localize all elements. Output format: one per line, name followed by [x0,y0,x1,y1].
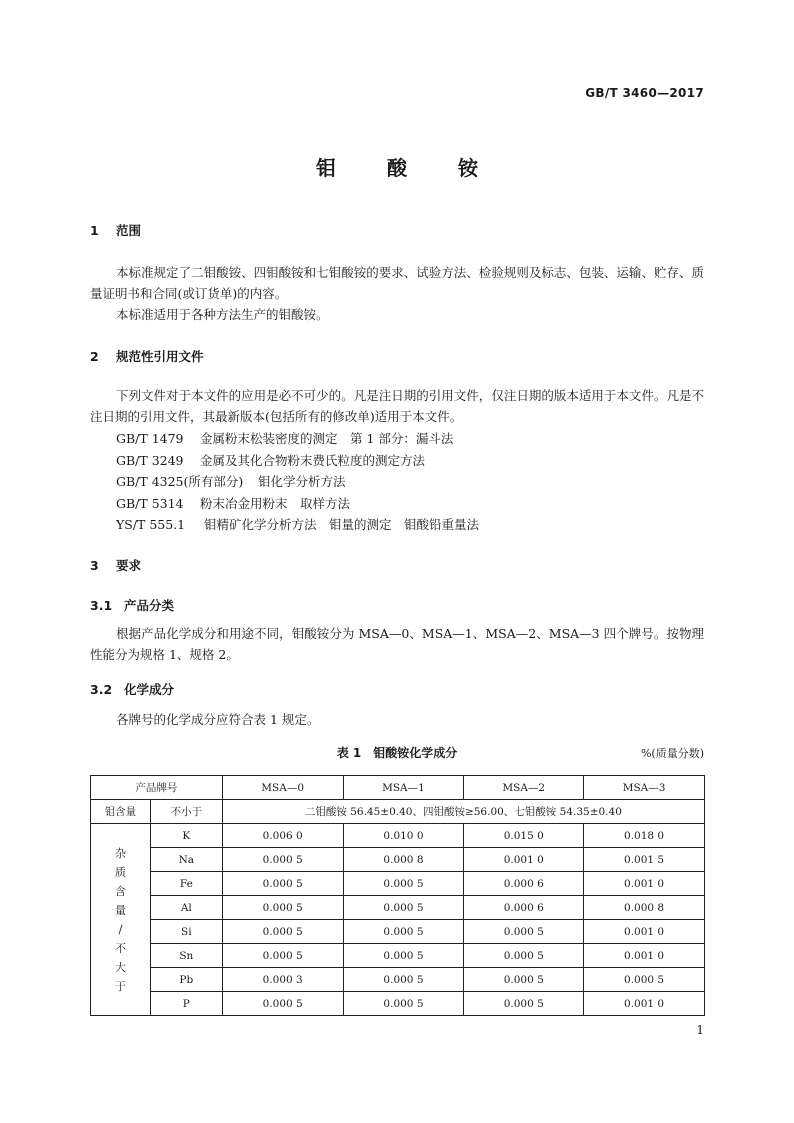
table-cell: 0.000 5 [464,920,584,944]
header-cell: 产品牌号 [91,776,223,800]
paragraph: 本标准适用于各种方法生产的钼酸铵。 [116,307,329,322]
section-2-heading [90,347,204,365]
reference-title: 钼精矿化学分析方法 钼量的测定 钼酸铅重量法 [204,517,480,532]
document-title [0,152,794,181]
title-char: 铵 [457,156,478,180]
chemical-composition-table [90,775,705,1016]
table-caption: 表 1 钼酸铵化学成分 [336,746,458,760]
table-row [91,872,705,896]
table-cell: 0.000 5 [343,968,464,992]
reference-item [116,428,479,450]
table-unit: %(质量分数) [640,747,704,760]
standard-number: GB/T 3460—2017 [585,86,704,100]
table-header-row [91,776,705,800]
section-number: 3.1 [90,598,113,613]
section-1-heading [90,221,141,239]
table-cell: 0.000 3 [222,968,343,992]
table-cell: 0.000 6 [464,896,584,920]
table-cell: 不小于 [150,800,222,824]
table-row [91,944,705,968]
table-cell: 0.000 8 [584,896,705,920]
table-cell: 0.000 6 [464,872,584,896]
table-row [91,920,705,944]
section-3-2-heading [90,680,174,698]
vertical-char: 不 [114,941,126,955]
title-char: 钼 [316,156,337,180]
impurity-label-cell [91,824,151,1016]
table-cell: 0.000 5 [343,872,464,896]
title-char: 酸 [387,156,407,180]
table-row [91,824,705,848]
reference-item [116,514,479,536]
table-cell: 0.000 5 [464,992,584,1016]
section-3-1-heading [90,596,174,614]
table-cell: 0.000 5 [222,944,343,968]
table-cell: 0.010 0 [343,824,464,848]
vertical-char: 质 [114,865,126,879]
element-cell: P [150,992,222,1016]
section-number: 2 [90,349,99,364]
table-cell: 0.015 0 [464,824,584,848]
reference-title: 粉末冶金用粉末 取样方法 [200,495,351,511]
reference-code: GB/T 3249 [116,452,184,468]
vertical-char: 于 [114,979,126,993]
reference-code: YS/T 555.1 [116,517,186,532]
table-row [91,968,705,992]
header-cell: MSA—2 [464,776,584,800]
section-title: 化学成分 [124,682,175,697]
section-3-2-body [90,709,704,730]
header-cell: MSA—1 [343,776,464,800]
section-3-1-body [90,623,704,665]
table-cell: 0.000 5 [343,992,464,1016]
section-number: 3 [90,558,99,573]
reference-item [116,471,479,493]
section-2-body [90,385,704,427]
table-cell: 0.001 0 [584,920,705,944]
table-cell: 0.018 0 [584,824,705,848]
element-cell: Al [150,896,222,920]
table-cell: 0.000 5 [222,848,343,872]
reference-code: GB/T 4325(所有部分) [116,474,244,489]
element-cell: Sn [150,944,222,968]
section-1-body [90,262,704,325]
header-cell: MSA—3 [584,776,705,800]
reference-title: 钼化学分析方法 [258,474,346,489]
vertical-char: 含 [114,884,126,898]
reference-title: 金属及其化合物粉末费氏粒度的测定方法 [200,452,426,468]
vertical-char: 量 [114,903,126,917]
table-cell: 0.006 0 [222,824,343,848]
section-title: 规范性引用文件 [116,349,204,364]
table-cell: 0.000 5 [343,944,464,968]
table-cell: 钼含量 [91,800,151,824]
element-cell: Si [150,920,222,944]
section-number: 3.2 [90,682,113,697]
element-cell: Na [150,848,222,872]
section-title: 产品分类 [124,598,175,613]
table-cell: 二钼酸铵 56.45±0.40、四钼酸铵≥56.00、七钼酸铵 54.35±0.40 [222,800,704,824]
vertical-char: 大 [114,960,126,974]
table-cell: 0.000 5 [222,872,343,896]
reference-title: 金属粉末松装密度的测定 第 1 部分：漏斗法 [200,431,454,446]
header-cell: MSA—0 [222,776,343,800]
paragraph: 根据产品化学成分和用途不同，钼酸铵分为 MSA—0、MSA—1、MSA—2、MSA—3 四个牌号。按物理性能分为规格 1、规格 2。 [90,626,704,662]
element-cell: K [150,824,222,848]
table-cell: 0.001 0 [584,944,705,968]
reference-code: GB/T 5314 [116,495,184,511]
section-title: 范围 [116,223,142,238]
table-cell: 0.000 5 [222,896,343,920]
vertical-char: 杂 [114,846,126,860]
table-cell: 0.001 0 [584,872,705,896]
paragraph: 本标准规定了二钼酸铵、四钼酸铵和七钼酸铵的要求、试验方法、检验规则及标志、包装、运输、贮存、质量证明书和合同(或订货单)的内容。 [90,265,704,301]
element-cell: Pb [150,968,222,992]
reference-item [116,450,479,472]
table-cell: 0.001 0 [464,848,584,872]
table-row [91,896,705,920]
table-cell: 0.000 5 [464,944,584,968]
table-cell: 0.000 5 [222,920,343,944]
element-cell: Fe [150,872,222,896]
table-cell: 0.000 5 [343,896,464,920]
vertical-char: / [118,922,123,936]
section-3-heading [90,556,141,574]
table-row [91,992,705,1016]
table-cell: 0.000 5 [222,992,343,1016]
section-title: 要求 [116,558,142,573]
table-row [91,800,705,824]
table-row [91,848,705,872]
section-number: 1 [90,223,99,238]
reference-item [116,493,479,515]
paragraph: 下列文件对于本文件的应用是必不可少的。凡是注日期的引用文件，仅注日期的版本适用于本文件。凡是不注日期的引用文件，其最新版本(包括所有的修改单)适用于本文件。 [90,388,704,424]
table-cell: 0.000 8 [343,848,464,872]
reference-list [116,428,479,536]
table-cell: 0.000 5 [464,968,584,992]
page-number: 1 [696,1023,704,1037]
reference-code: GB/T 1479 [116,431,184,446]
table-cell: 0.000 5 [584,968,705,992]
table-cell: 0.001 5 [584,848,705,872]
table-cell: 0.001 0 [584,992,705,1016]
table-cell: 0.000 5 [343,920,464,944]
paragraph: 各牌号的化学成分应符合表 1 规定。 [116,712,320,727]
